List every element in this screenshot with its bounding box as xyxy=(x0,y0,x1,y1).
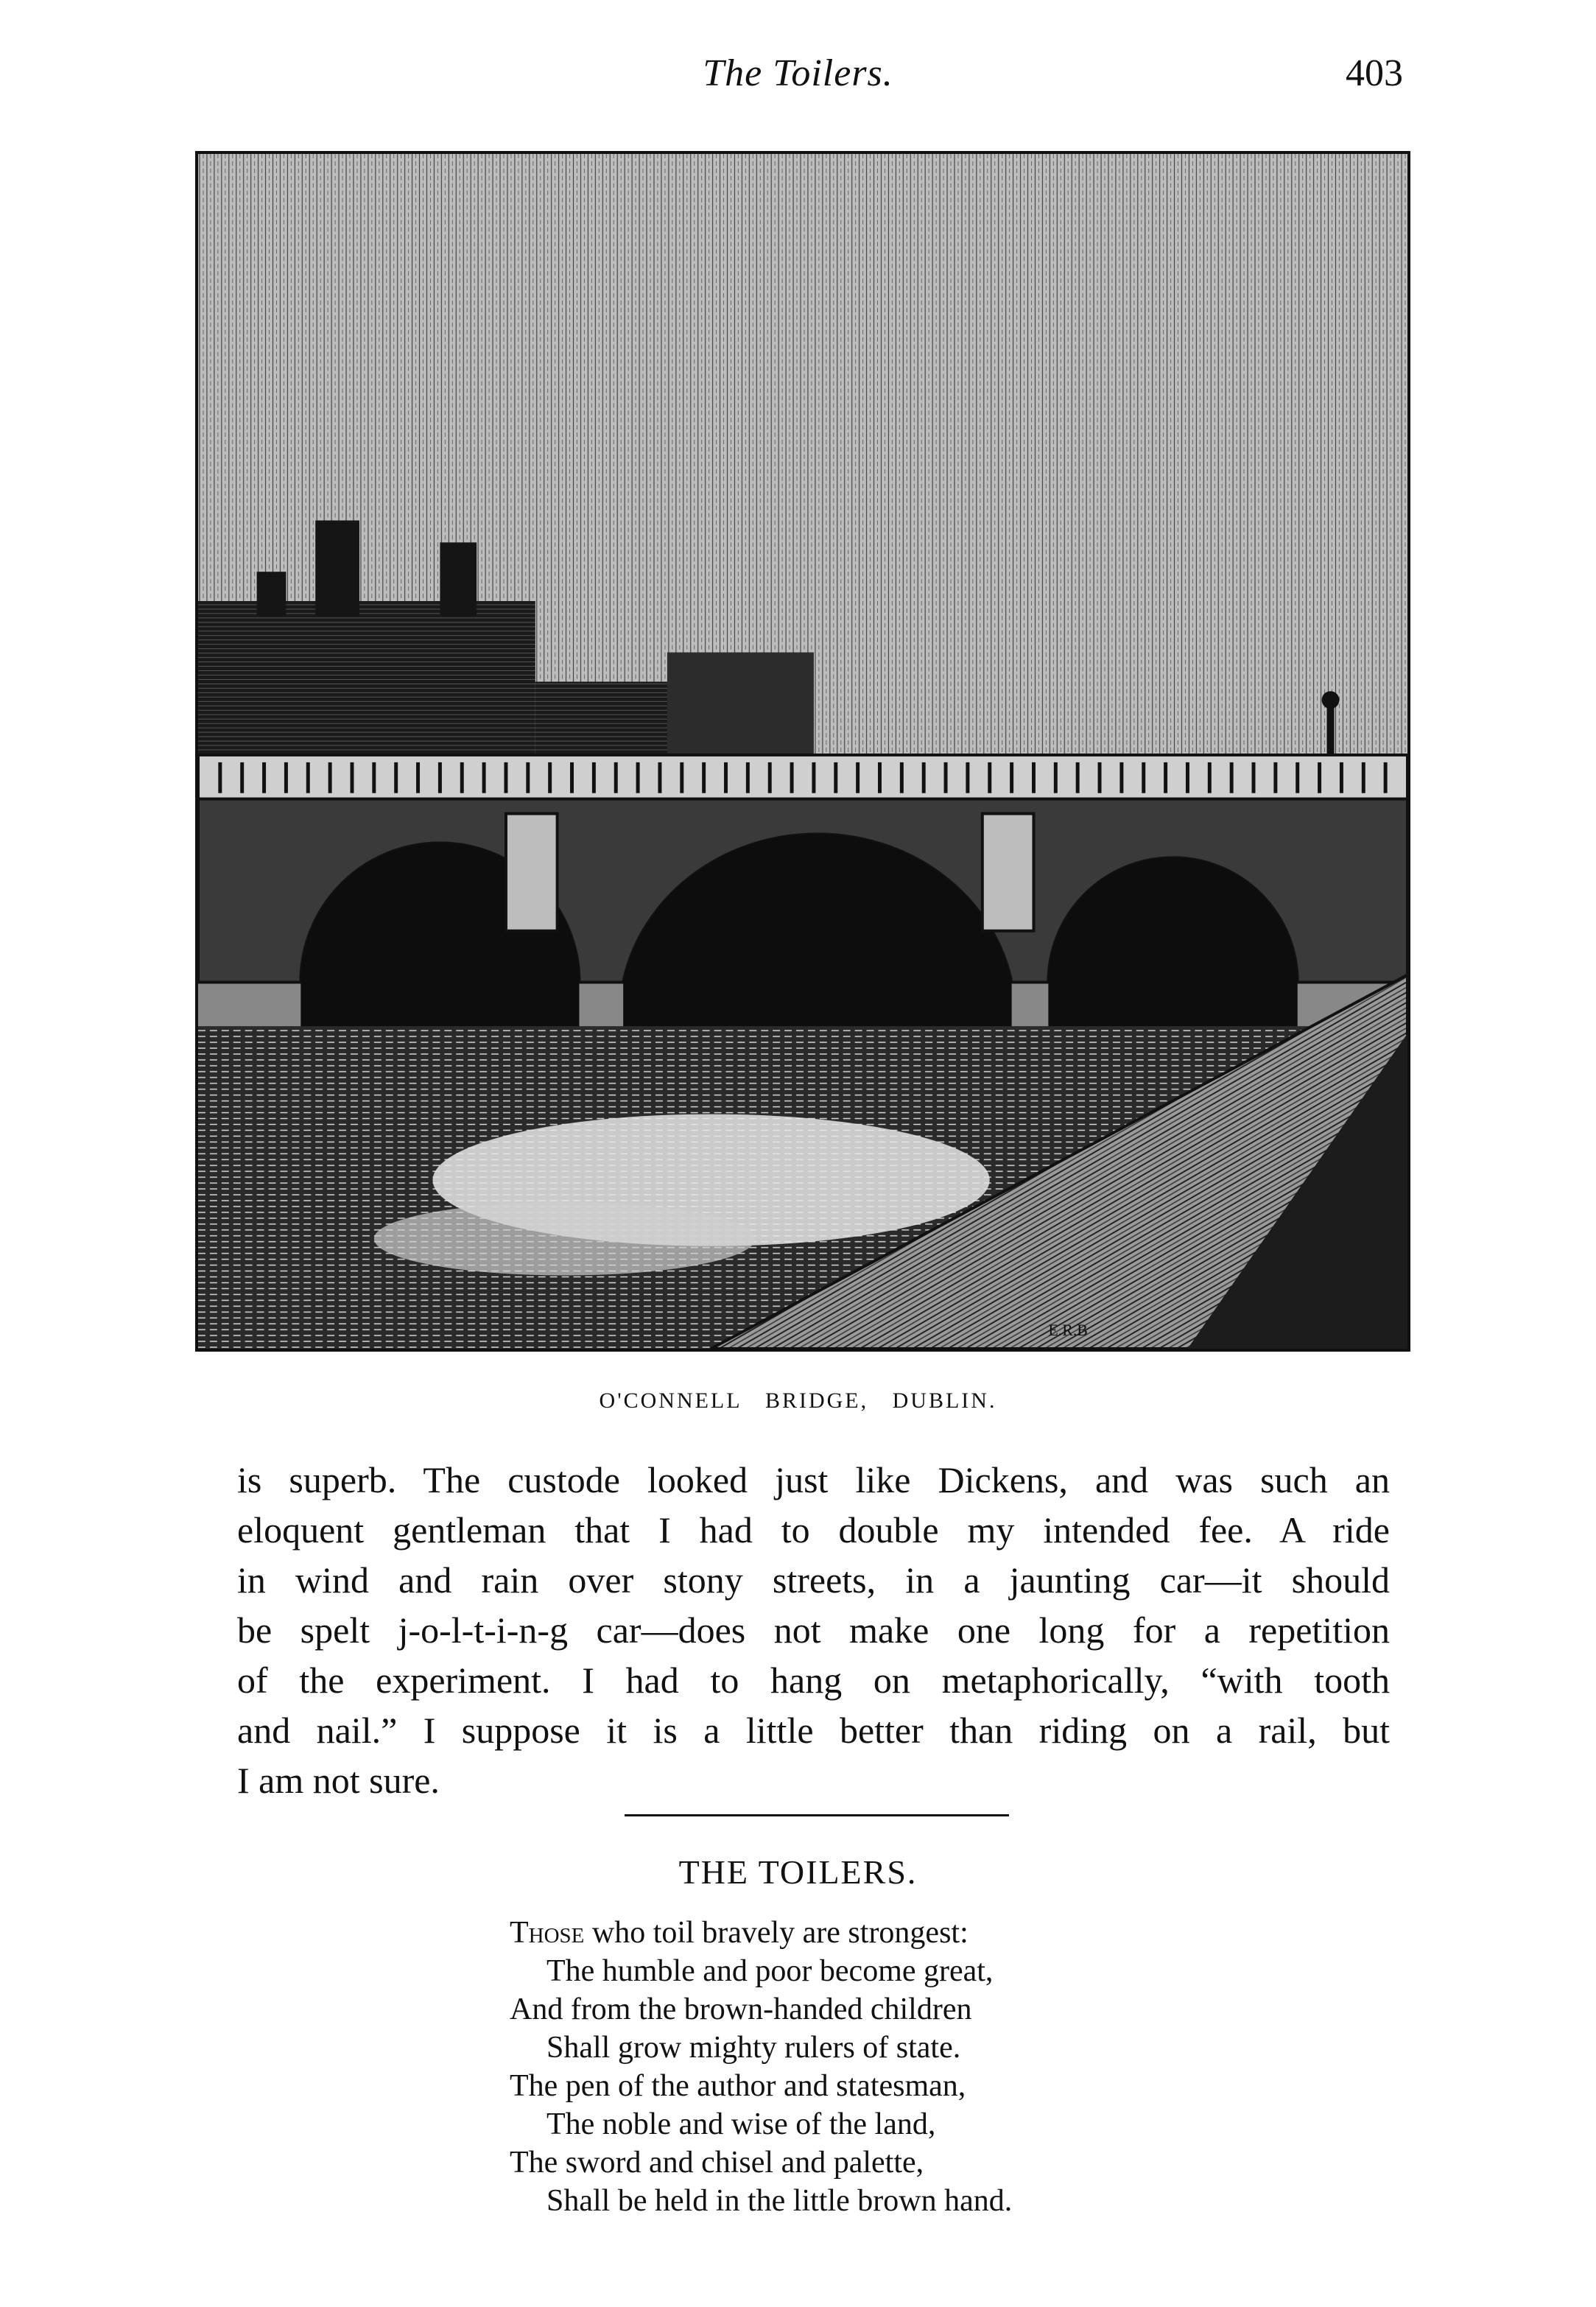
poem-verse: Shall grow mighty rulers of state. xyxy=(546,2031,961,2065)
poem xyxy=(510,1914,1173,2220)
poem-verse xyxy=(510,1914,1173,1952)
poem-title: THE TOILERS. xyxy=(678,1853,918,1891)
running-title: The Toilers. xyxy=(703,52,893,94)
poem-first-line-rest: who toil bravely are strongest: xyxy=(584,1916,969,1950)
body-line: and nail.” I suppose it is a little better than riding on a rail, but xyxy=(237,1710,1390,1751)
engraver-mark: E.R.B xyxy=(1048,1321,1088,1340)
body-paragraph xyxy=(237,1455,1390,1805)
poem-verse: The humble and poor become great, xyxy=(546,1954,994,1988)
bridge-engraving xyxy=(195,151,1410,1352)
poem-verse: Shall be held in the little brown hand. xyxy=(546,2184,1013,2218)
figure-caption: O'CONNELL BRIDGE, DUBLIN. xyxy=(599,1388,997,1413)
engraving-illustration xyxy=(198,154,1407,1349)
body-line: be spelt j-o-l-t-i-n-g car—does not make one long for a repetition xyxy=(237,1609,1390,1651)
poem-first-word: Those xyxy=(510,1916,585,1950)
body-line: eloquent gentleman that I had to double my intended fee. A ride xyxy=(237,1509,1390,1551)
poem-verse: And from the brown-handed children xyxy=(510,1992,972,2026)
body-line: I am not sure. xyxy=(237,1760,440,1801)
body-line: is superb. The custode looked just like Dickens, and was such an xyxy=(237,1459,1390,1500)
page-header xyxy=(0,52,1596,118)
body-line: in wind and rain over stony streets, in a jaunting car—it should xyxy=(237,1559,1390,1601)
poem-verse: The pen of the author and statesman, xyxy=(510,2069,966,2103)
poem-verse: The sword and chisel and palette, xyxy=(510,2146,924,2180)
section-divider xyxy=(625,1814,1009,1816)
poem-verse: The noble and wise of the land, xyxy=(546,2107,936,2141)
page-number: 403 xyxy=(1346,52,1403,94)
body-line: of the experiment. I had to hang on metaphorically, “with tooth xyxy=(237,1660,1390,1701)
